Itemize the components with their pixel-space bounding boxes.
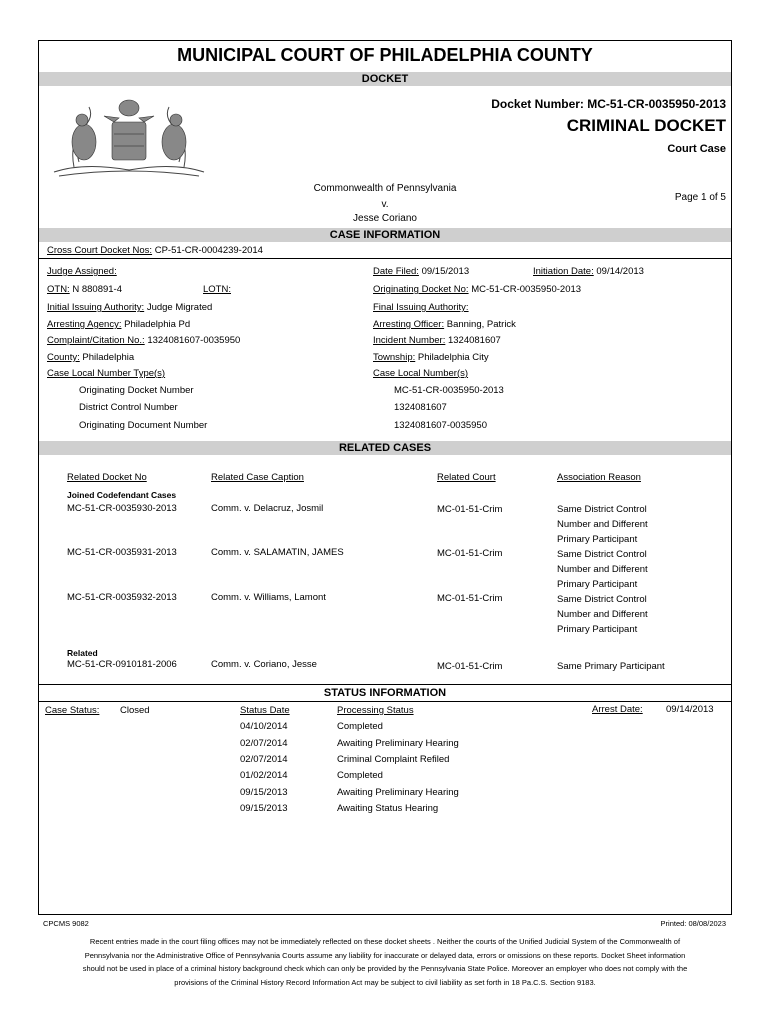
related-header-reason: Association Reason bbox=[557, 472, 641, 483]
status-text-5: Awaiting Status Hearing bbox=[337, 803, 439, 814]
related-docket-1: MC-51-CR-0035931-2013 bbox=[67, 547, 177, 558]
township-value: Philadelphia City bbox=[417, 352, 489, 363]
related-reason-0a: Same District Control bbox=[557, 504, 647, 515]
status-text-2: Criminal Complaint Refiled bbox=[337, 754, 450, 765]
complaint-label: Complaint/Citation No.: bbox=[47, 335, 145, 346]
township-label: Township: bbox=[373, 352, 416, 363]
related-reason-1b: Number and Different bbox=[557, 564, 648, 575]
related-header-court: Related Court bbox=[437, 472, 496, 483]
incident-value: 1324081607 bbox=[447, 335, 501, 346]
local-number-0: MC-51-CR-0035950-2013 bbox=[394, 385, 504, 396]
county-row bbox=[47, 352, 134, 363]
cross-court-label: Cross Court Docket Nos: bbox=[47, 245, 153, 256]
status-date-0: 04/10/2014 bbox=[240, 721, 288, 732]
caption-line-3: Jesse Coriano bbox=[353, 213, 417, 224]
related-court-1: MC-01-51-Crim bbox=[437, 548, 503, 559]
local-type-0: Originating Docket Number bbox=[79, 385, 194, 396]
local-type-1: District Control Number bbox=[79, 402, 178, 413]
status-text-0: Completed bbox=[337, 721, 383, 732]
related-caption-3: Comm. v. Coriano, Jesse bbox=[211, 659, 317, 670]
related-caption-2: Comm. v. Williams, Lamont bbox=[211, 592, 326, 603]
related-caption-0: Comm. v. Delacruz, Josmil bbox=[211, 503, 324, 514]
related-header-docket: Related Docket No bbox=[67, 472, 147, 483]
docket-number: Docket Number: MC-51-CR-0035950-2013 bbox=[491, 97, 726, 111]
otn-row bbox=[47, 284, 122, 295]
related-docket-2: MC-51-CR-0035932-2013 bbox=[67, 592, 177, 603]
pennsylvania-seal-icon bbox=[44, 92, 214, 182]
page-indicator: Page 1 of 5 bbox=[674, 192, 726, 203]
arresting-officer-label: Arresting Officer: bbox=[373, 319, 445, 330]
date-filed-value: 09/15/2013 bbox=[421, 266, 470, 277]
arresting-agency-row bbox=[47, 319, 190, 330]
complaint-value: 1324081607-0035950 bbox=[147, 335, 241, 346]
judge-label: Judge Assigned: bbox=[47, 266, 117, 277]
county-label: County: bbox=[47, 352, 80, 363]
status-date-5: 09/15/2013 bbox=[240, 803, 288, 814]
final-auth-label: Final Issuing Authority: bbox=[373, 302, 469, 313]
related-reason-0b: Number and Different bbox=[557, 519, 648, 530]
local-number-2: 1324081607-0035950 bbox=[394, 420, 487, 431]
related-reason-1c: Primary Participant bbox=[557, 579, 638, 590]
status-date-3: 01/02/2014 bbox=[240, 770, 288, 781]
related-cases-bar: RELATED CASES bbox=[39, 441, 731, 455]
related-caption-1: Comm. v. SALAMATIN, JAMES bbox=[211, 547, 344, 558]
cross-court-row bbox=[47, 245, 263, 256]
cross-court-value: CP-51-CR-0004239-2014 bbox=[154, 245, 263, 256]
divider bbox=[39, 684, 731, 685]
caption-line-2: v. bbox=[381, 199, 389, 210]
case-status-value: Closed bbox=[120, 705, 150, 716]
arresting-agency-value: Philadelphia Pd bbox=[124, 319, 191, 330]
status-date-1: 02/07/2014 bbox=[240, 738, 288, 749]
related-reason-2b: Number and Different bbox=[557, 609, 648, 620]
date-filed-label: Date Filed: bbox=[373, 266, 419, 277]
related-reason-3: Same Primary Participant bbox=[557, 661, 665, 672]
lotn-label: LOTN: bbox=[203, 284, 231, 295]
incident-row bbox=[373, 335, 501, 346]
township-row bbox=[373, 352, 489, 363]
disclaimer-text: Recent entries made in the court filing offices may not be immediately reflected on these docket sheets . Neither the courts of the Unified Judicial System of the Commonwealth of Pennsylvania nor the Administrative Office of Pennsylvania Courts assume any liability for inaccurate or delayed data, errors or omissions on these reports. Docket Sheet information should not be used in place of a criminal history background check which can only be provided by the Pennsylvania State Police. Moreover an employer who does not comply with the provisions of the Criminal History Record Information Act may be subject to civil liability as set forth in 18 Pa.C.S. Section 9183. bbox=[82, 937, 688, 987]
related-court-0: MC-01-51-Crim bbox=[437, 504, 503, 515]
status-date-header: Status Date bbox=[240, 705, 290, 716]
court-title: MUNICIPAL COURT OF PHILADELPHIA COUNTY bbox=[177, 45, 593, 65]
related-group-label: Related bbox=[67, 648, 98, 658]
status-info-title: STATUS INFORMATION bbox=[323, 687, 447, 699]
incident-label: Incident Number: bbox=[373, 335, 446, 346]
arresting-officer-value: Banning, Patrick bbox=[446, 319, 516, 330]
initial-auth-value: Judge Migrated bbox=[146, 302, 213, 313]
local-type-label: Case Local Number Type(s) bbox=[47, 368, 166, 379]
form-id: CPCMS 9082 bbox=[43, 919, 89, 928]
related-reason-2a: Same District Control bbox=[557, 594, 647, 605]
arrest-date-value: 09/14/2013 bbox=[666, 704, 714, 715]
initial-auth-row bbox=[47, 302, 212, 313]
related-reason-0c: Primary Participant bbox=[557, 534, 638, 545]
county-value: Philadelphia bbox=[82, 352, 135, 363]
case-info-bar: CASE INFORMATION bbox=[39, 228, 731, 242]
initiation-value: 09/14/2013 bbox=[596, 266, 644, 277]
case-type: Court Case bbox=[667, 143, 726, 155]
related-reason-1a: Same District Control bbox=[557, 549, 647, 560]
docket-type: CRIMINAL DOCKET bbox=[566, 116, 726, 135]
related-docket-3: MC-51-CR-0910181-2006 bbox=[67, 659, 177, 670]
initiation-row bbox=[533, 266, 644, 277]
orig-docket-row bbox=[373, 284, 581, 295]
orig-docket-value: MC-51-CR-0035950-2013 bbox=[471, 284, 582, 295]
status-date-4: 09/15/2013 bbox=[240, 787, 288, 798]
status-text-3: Completed bbox=[337, 770, 383, 781]
joined-codefendant-label: Joined Codefendant Cases bbox=[67, 490, 177, 500]
related-reason-2c: Primary Participant bbox=[557, 624, 638, 635]
arresting-officer-row bbox=[373, 319, 516, 330]
local-type-2: Originating Document Number bbox=[79, 420, 208, 431]
related-court-2: MC-01-51-Crim bbox=[437, 593, 503, 604]
processing-status-header: Processing Status bbox=[337, 705, 414, 716]
printed-date: Printed: 08/08/2023 bbox=[660, 919, 726, 928]
related-header-caption: Related Case Caption bbox=[211, 472, 304, 483]
divider bbox=[39, 701, 731, 702]
initiation-label: Initiation Date: bbox=[533, 266, 594, 277]
docket-section-bar: DOCKET bbox=[39, 72, 731, 86]
caption-line-1: Commonwealth of Pennsylvania bbox=[313, 183, 457, 194]
local-number-label: Case Local Number(s) bbox=[373, 368, 469, 379]
status-text-4: Awaiting Preliminary Hearing bbox=[337, 787, 459, 798]
case-status-label: Case Status: bbox=[45, 705, 100, 716]
otn-value: N 880891-4 bbox=[72, 284, 122, 295]
otn-label: OTN: bbox=[47, 284, 70, 295]
date-filed-row bbox=[373, 266, 469, 277]
related-court-3: MC-01-51-Crim bbox=[437, 661, 503, 672]
arrest-date-label: Arrest Date: bbox=[592, 704, 643, 715]
related-docket-0: MC-51-CR-0035930-2013 bbox=[67, 503, 177, 514]
status-text-1: Awaiting Preliminary Hearing bbox=[337, 738, 459, 749]
arresting-agency-label: Arresting Agency: bbox=[47, 319, 122, 330]
complaint-row bbox=[47, 335, 240, 346]
divider bbox=[39, 258, 731, 259]
status-date-2: 02/07/2014 bbox=[240, 754, 288, 765]
local-number-1: 1324081607 bbox=[394, 402, 447, 413]
initial-auth-label: Initial Issuing Authority: bbox=[47, 302, 145, 313]
orig-docket-label: Originating Docket No: bbox=[373, 284, 469, 295]
